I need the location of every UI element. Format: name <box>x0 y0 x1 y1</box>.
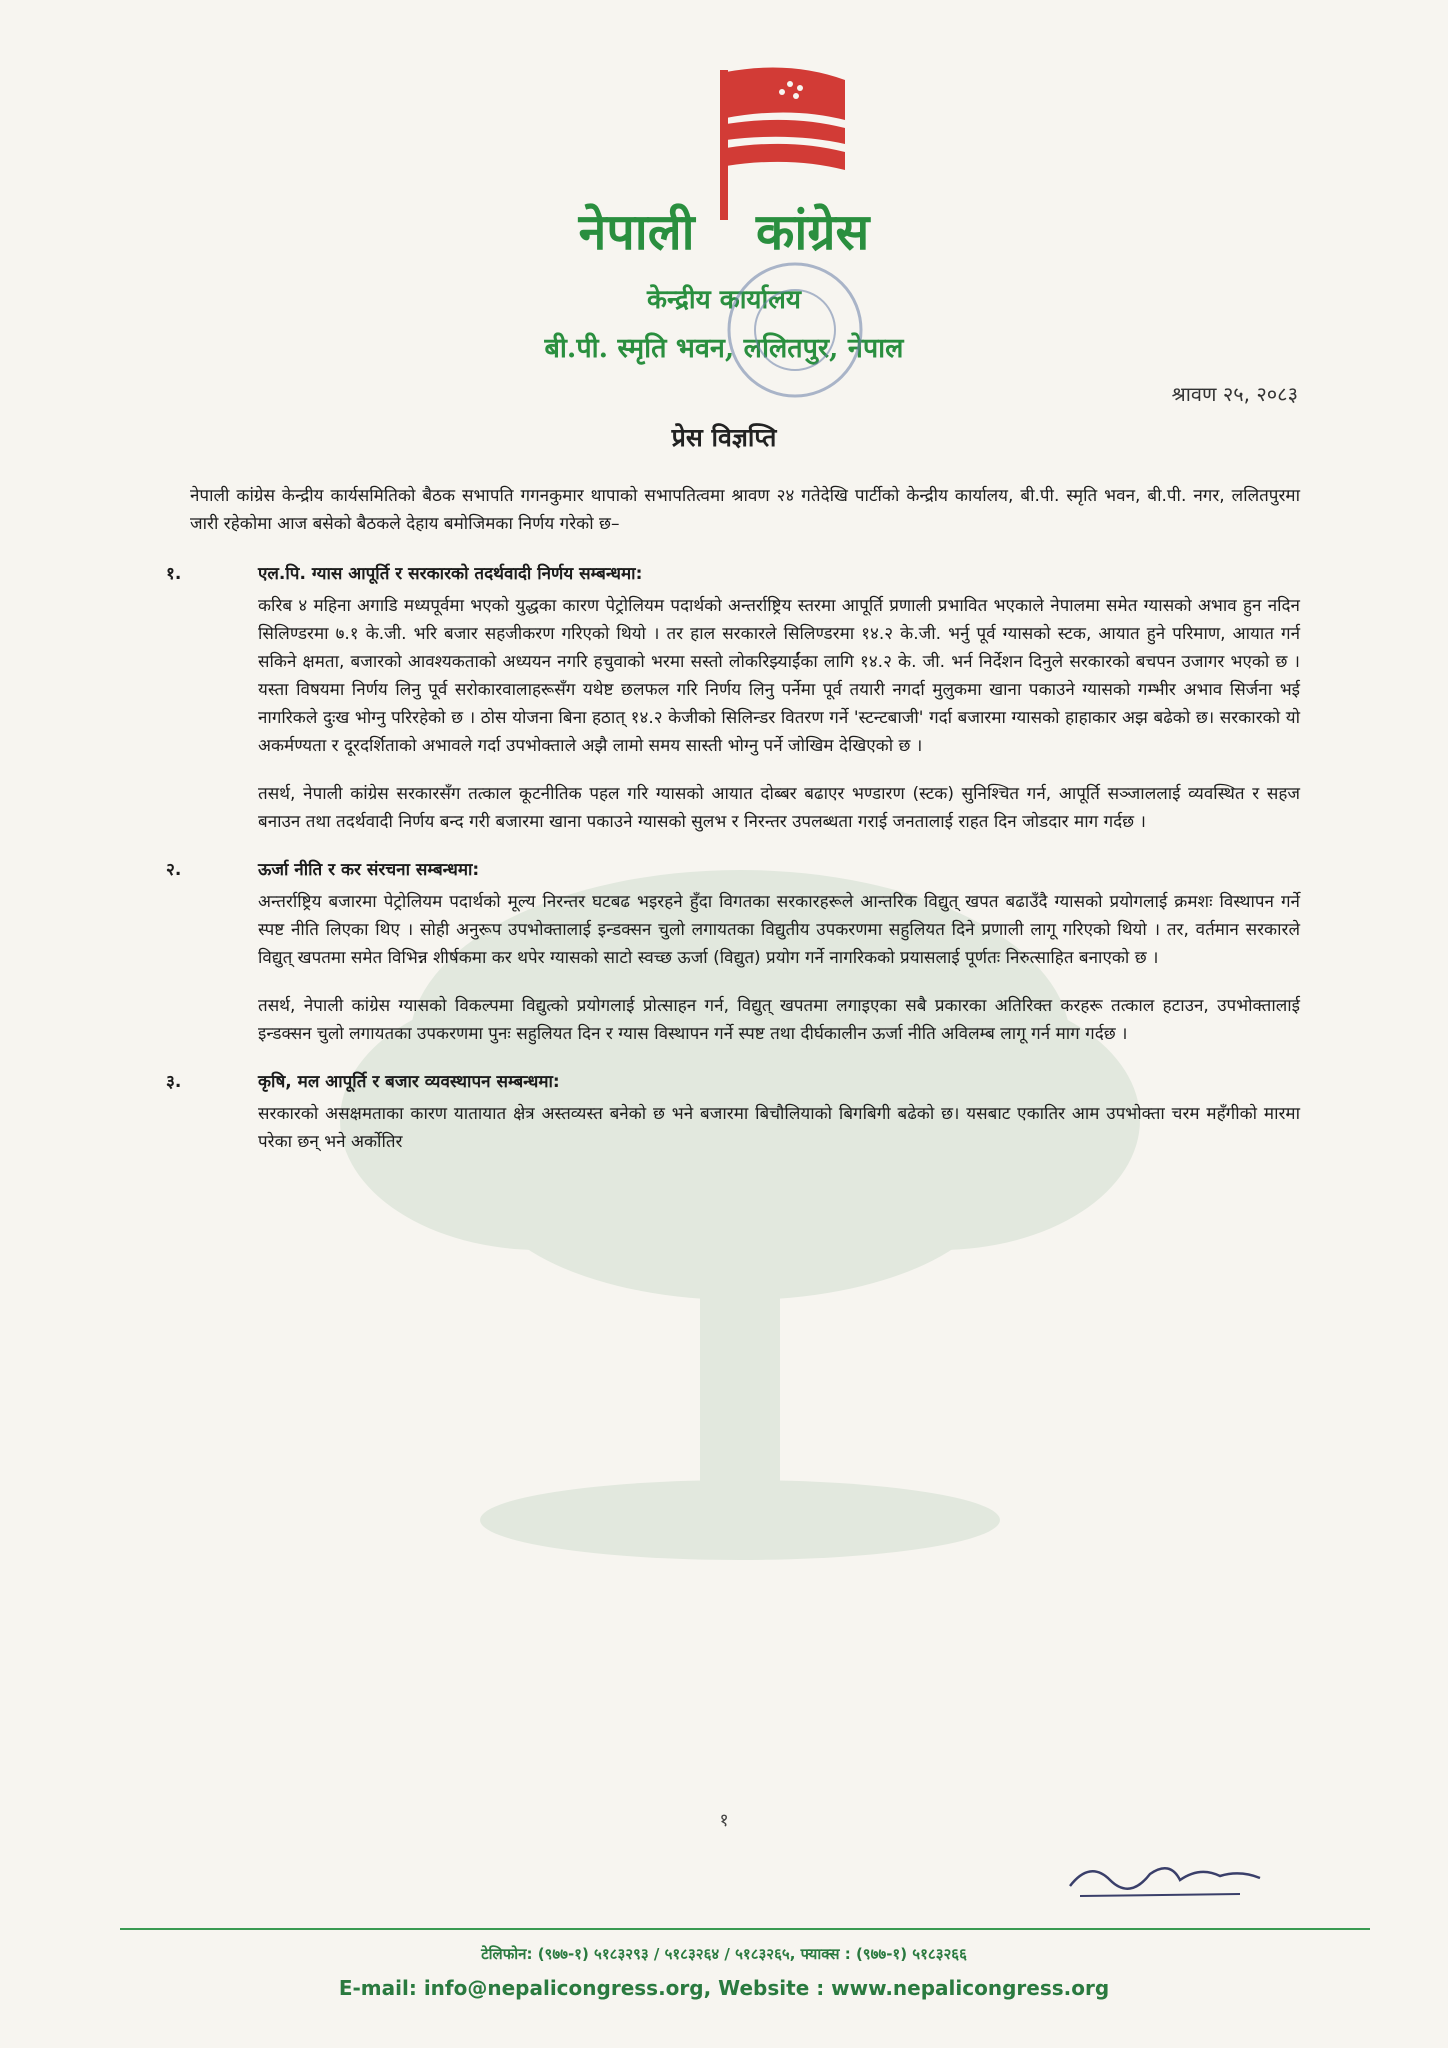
section-heading <box>166 856 1300 884</box>
office-seal-icon <box>720 255 870 405</box>
footer-phone: टेलिफोन: (९७७-१) ५१८३२९३ / ५१८३२६४ / ५१८३२६५, फ्याक्स : (९७७-१) ५१८३२६६ <box>481 1945 967 1963</box>
page-title: प्रेस विज्ञप्ति <box>671 423 777 452</box>
section-1 <box>166 560 1300 836</box>
section-paragraph: सरकारको असक्षमताका कारण यातायात क्षेत्र अस्तव्यस्त बनेको छ भने बजारमा बिचौलियाको बिगबिगी बढेको छ। यसबाट एकातिर आम उपभोक्ता चरम महँगीको मारमा परेका छन् भने अर्कोतिर <box>258 1104 1300 1152</box>
section-title: ऊर्जा नीति र कर संरचना सम्बन्धमा: <box>258 860 480 880</box>
signature-icon <box>1060 1840 1280 1910</box>
section-heading <box>166 1068 1300 1096</box>
footer-divider <box>120 1928 1370 1930</box>
document-date: श्रावण २५, २०८३ <box>1171 382 1298 406</box>
section-title: कृषि, मल आपूर्ति र बजार व्यवस्थापन सम्बन्धमा: <box>258 1072 560 1092</box>
section-number: १. <box>166 564 182 584</box>
section-paragraph: करिब ४ महिना अगाडि मध्यपूर्वमा भएको युद्धका कारण पेट्रोलियम पदार्थको अन्तर्राष्ट्रिय स्तरमा आपूर्ति प्रणाली प्रभावित भएकाले नेपालमा समेत ग्यासको अभाव हुन नदिन सिलिण्डरमा ७.१ के.जी. भरि बजार सहजीकरण गरिएको थियो । तर हाल सरकारले सिलिण्डरमा १४.२ के.जी. भर्नु पूर्व ग्यासको स्टक, आयात हुने परिमाण, आयात गर्न सकिने क्षमता, बजारको आवश्यकताको अध्ययन नगरि हचुवाको भरमा सस्तो लोकरिझ्याईंका लागि १४.२ के. जी. भर्न निर्देशन दिनुले सरकारको बचपन उजागर भएको छ । यस्ता विषयमा निर्णय लिनु पूर्व सरोकारवालाहरूसँग यथेष्ट छलफल गरि निर्णय लिनु पर्नेमा पूर्व तयारी नगर्दा मुलुकमा खाना पकाउने ग्यासको गम्भीर अभाव सिर्जना भई नागरिकले दुःख भोग्नु परिरहेको छ । ठोस योजना बिना हठात् १४.२ केजीको सिलिन्डर वितरण गर्ने 'स्टन्टबाजी' गर्दा बजारमा ग्यासको हाहाकार अझ बढेको छ। सरकारको यो अकर्मण्यता र दूरदर्शिताको अभावले गर्दा उपभोक्ताले अझै लामो समय सास्ती भोग्नु पर्ने जोखिम देखिएको छ । <box>258 596 1300 756</box>
party-name <box>0 196 1448 264</box>
party-name-left: नेपाली <box>578 202 695 261</box>
party-name-right: कांग्रेस <box>756 202 870 261</box>
section-number: ३. <box>166 1072 182 1092</box>
section-title: एल.पि. ग्यास आपूर्ति र सरकारको तदर्थवादी निर्णय सम्बन्धमा: <box>258 564 643 584</box>
footer-email: E-mail: info@nepalicongress.org, Website : www.nepalicongress.org <box>338 1976 1110 2000</box>
intro-paragraph: नेपाली कांग्रेस केन्द्रीय कार्यसमितिको बैठक सभापति गगनकुमार थापाको सभापतित्वमा श्रावण २४ गतेदेखि पार्टीको केन्द्रीय कार्यालय, बी.पी. स्मृति भवन, बी.पी. नगर, ललितपुरमा जारी रहेकोमा आज बसेको बैठकले देहाय बमोजिमका निर्णय गरेको छ– <box>190 486 1300 534</box>
document-body <box>166 482 1300 1176</box>
office-line: केन्द्रीय कार्यालय <box>647 285 801 315</box>
section-heading <box>166 560 1300 588</box>
section-paragraph: तसर्थ, नेपाली कांग्रेस ग्यासको विकल्पमा विद्युत्को प्रयोगलाई प्रोत्साहन गर्न, विद्युत् खपतमा लगाइएका सबै प्रकारका अतिरिक्त करहरू तत्काल हटाउन, उपभोक्तालाई इन्डक्सन चुलो लगायतका उपकरणमा पुनः सहुलियत दिन र ग्यास विस्थापन गर्ने स्पष्ट तथा दीर्घकालीन ऊर्जा नीति अविलम्ब लागू गर्न माग गर्दछ । <box>258 996 1300 1044</box>
section-paragraph: अन्तर्राष्ट्रिय बजारमा पेट्रोलियम पदार्थको मूल्य निरन्तर घटबढ भइरहने हुँदा विगतका सरकारहरूले आन्तरिक विद्युत् खपत बढाउँदै ग्यासको प्रयोगलाई क्रमशः विस्थापन गर्ने स्पष्ट नीति लिएका थिए । सोही अनुरूप उपभोक्तालाई इन्डक्सन चुलो लगायतका विद्युतीय उपकरणमा सहुलियत दिने प्रणाली लागू गरिएको थियो । तर, वर्तमान सरकारले विद्युत् खपतमा समेत विभिन्न शीर्षकमा कर थपेर ग्यासको साटो स्वच्छ ऊर्जा (विद्युत) प्रयोग गर्ने नागरिकको प्रयासलाई पूर्णतः निरुत्साहित बनाएको छ । <box>258 892 1300 968</box>
section-2 <box>166 856 1300 1048</box>
address-line: बी.पी. स्मृति भवन, ललितपुर, नेपाल <box>544 333 904 364</box>
section-3 <box>166 1068 1300 1156</box>
section-paragraph: तसर्थ, नेपाली कांग्रेस सरकारसँग तत्काल कूटनीतिक पहल गरि ग्यासको आयात दोब्बर बढाएर भण्डारण (स्टक) सुनिश्चित गर्न, आपूर्ति सञ्जाललाई व्यवस्थित र सहज बनाउन तथा तदर्थवादी निर्णय बन्द गरी बजारमा खाना पकाउने ग्यासको सुलभ र निरन्तर उपलब्धता गराई जनतालाई राहत दिन जोडदार माग गर्दछ । <box>258 784 1300 832</box>
section-number: २. <box>166 860 182 880</box>
page-number: १ <box>719 1810 729 1831</box>
